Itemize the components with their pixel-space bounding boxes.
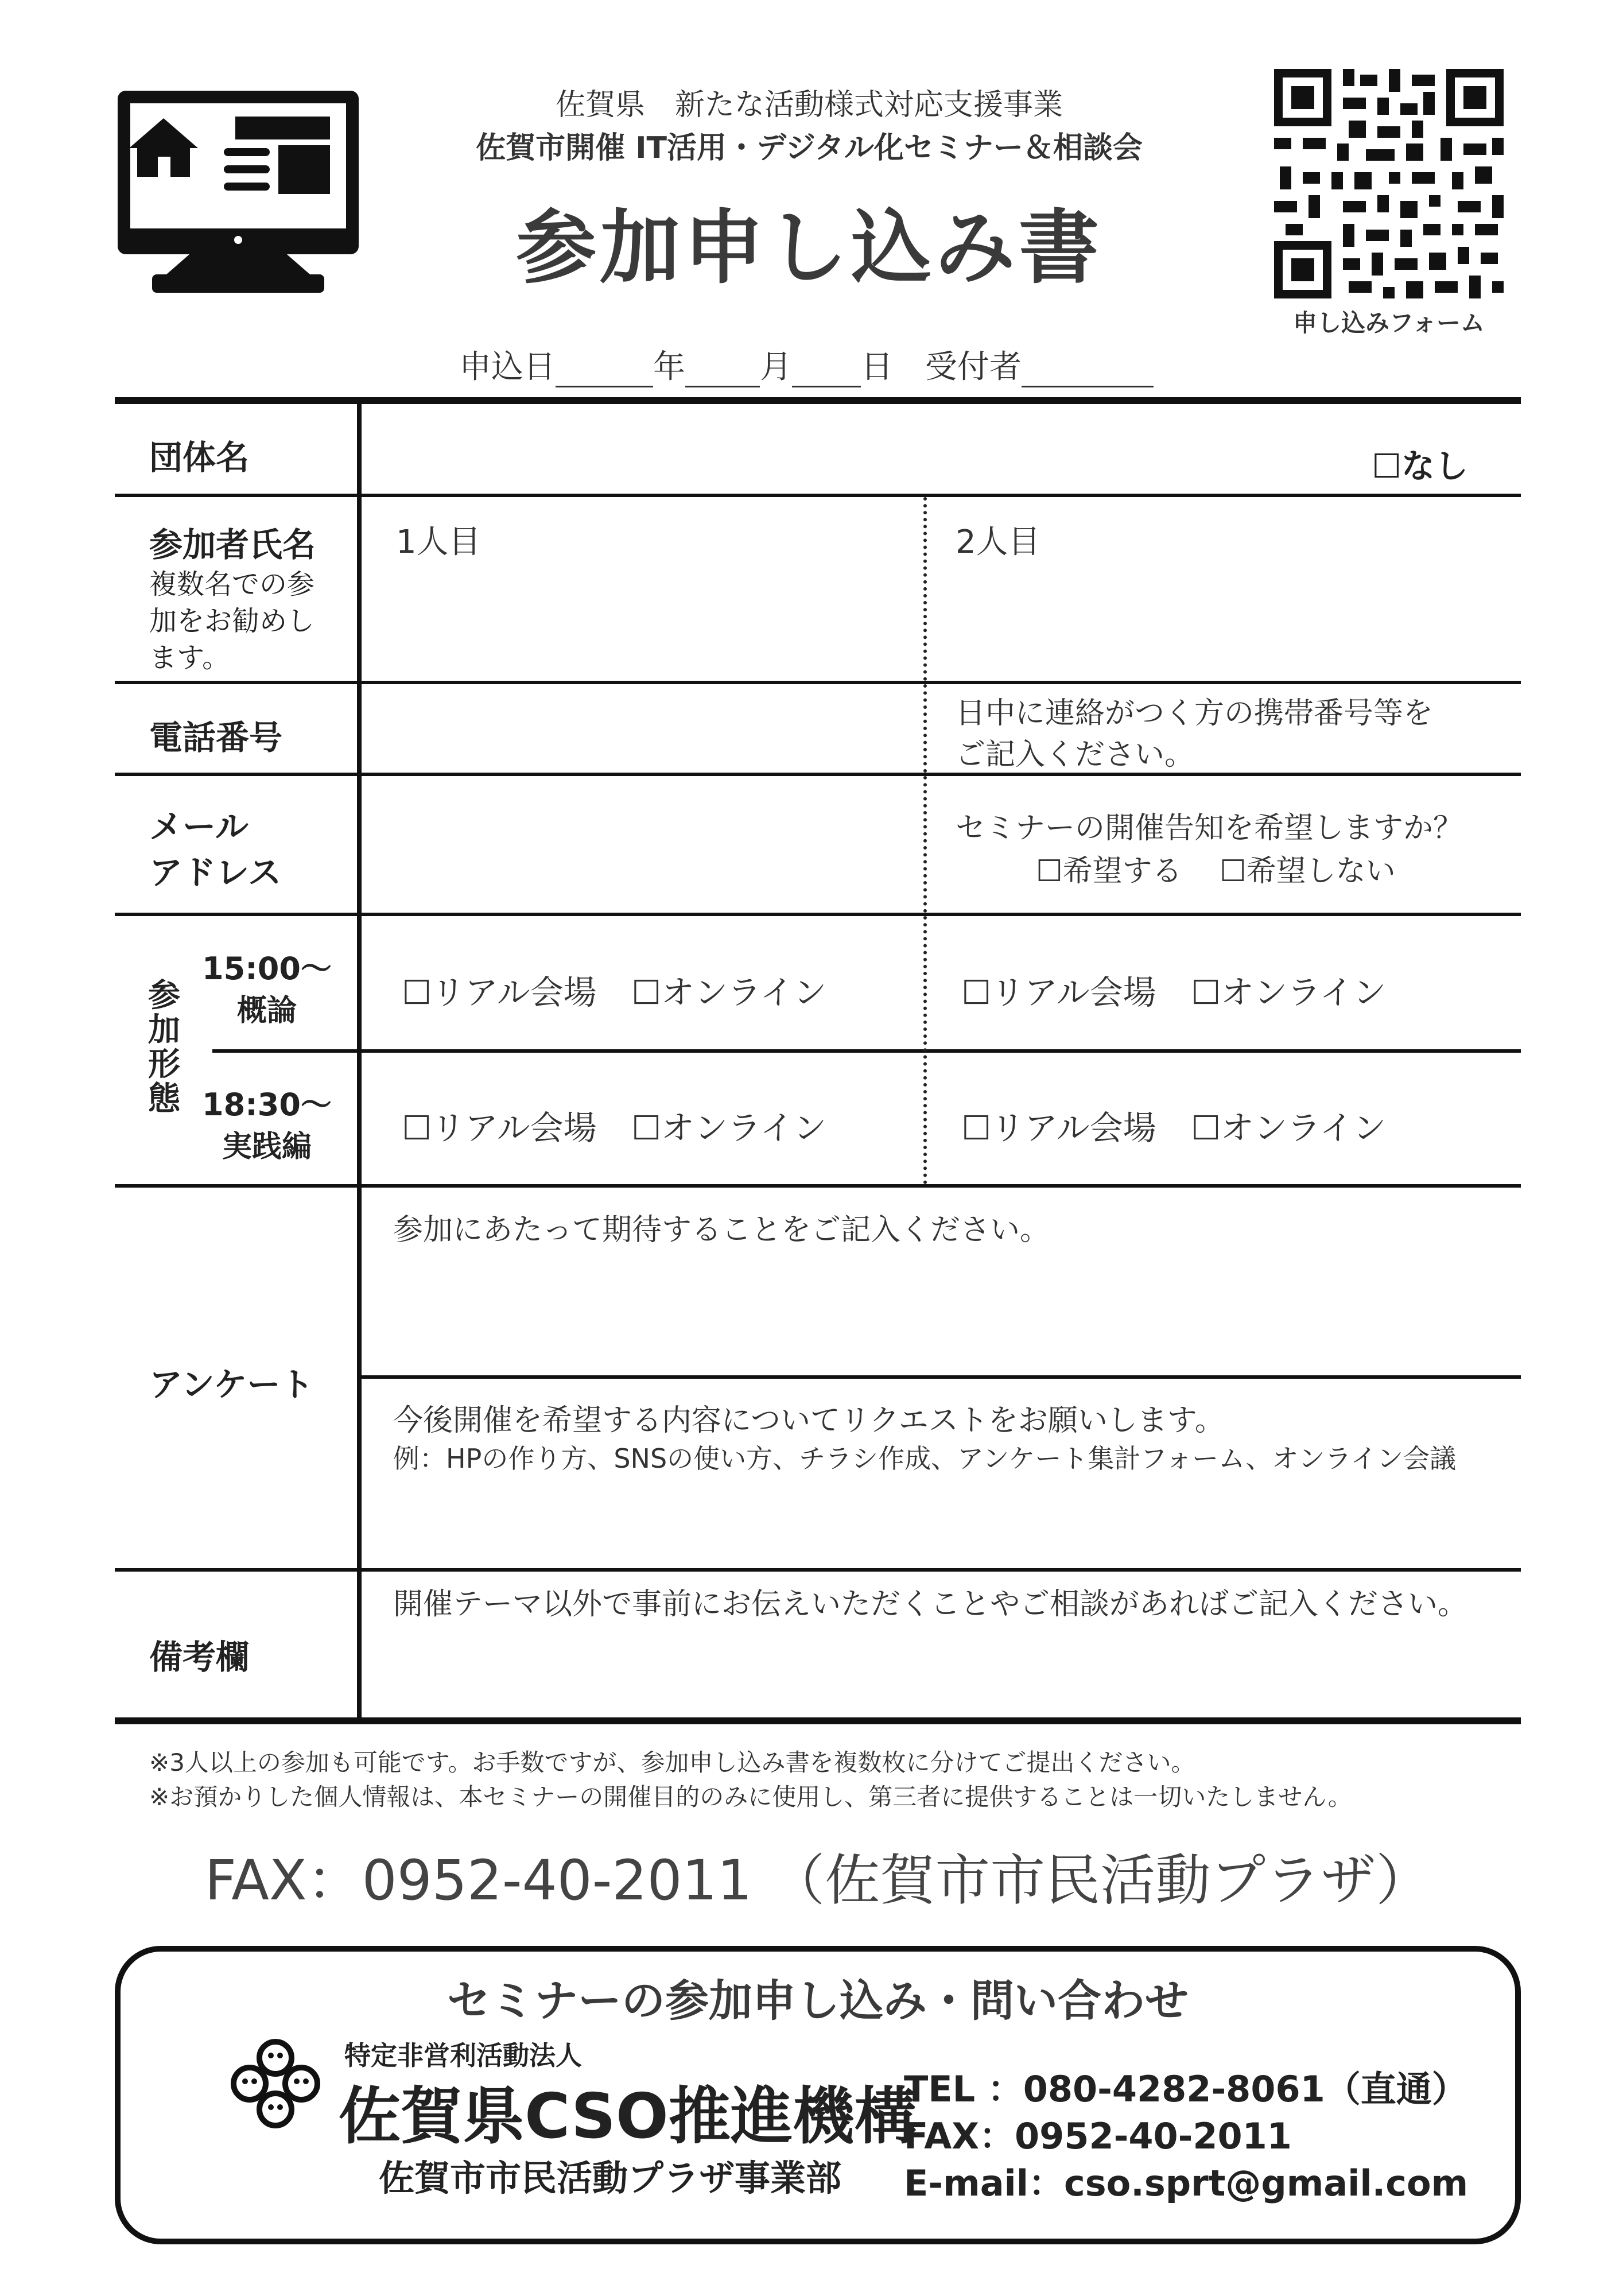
day-label: 日 (861, 348, 893, 386)
session-2-time: 18:30〜 (202, 1087, 332, 1123)
page-title: 参加申し込み書 (515, 201, 1102, 295)
survey-q2-example: 例：HPの作り方、SNSの使い方、チラシ作成、アンケート集計フォーム、オンライン会議 (393, 1443, 1457, 1474)
session-1-p1-online-checkbox[interactable]: ☐オンライン (631, 973, 827, 1012)
session-1-time: 15:00〜 (202, 951, 332, 987)
org-type: 特定非営利活動法人 (344, 2040, 582, 2071)
day-blank[interactable] (792, 354, 861, 387)
phone-label: 電話番号 (149, 718, 283, 757)
program-name: 佐賀県 新たな活動様式対応支援事業 (555, 88, 1063, 122)
session-2-p2-real-checkbox[interactable]: ☐リアル会場 (961, 1108, 1156, 1147)
participant-2-label: 2人目 (956, 523, 1040, 561)
note-2: ※お預かりした個人情報は、本セミナーの開催目的のみに使用し、第三者に提供することは一切いたしません。 (149, 1783, 1352, 1811)
org-label: 団体名 (149, 438, 250, 477)
qr-code-icon[interactable] (1268, 63, 1509, 304)
survey-q2-input[interactable] (367, 1475, 1515, 1564)
phone-note-1: 日中に連絡がつく方の携帯番号等を (956, 696, 1434, 731)
email-input[interactable] (367, 779, 918, 909)
survey-label: アンケート (149, 1365, 314, 1404)
notify-yes-checkbox[interactable]: ☐希望する (1036, 854, 1182, 889)
seminar-name: 佐賀市開催 IT活用・デジタル化セミナー＆相談会 (476, 131, 1143, 165)
session-2-name: 実践編 (222, 1130, 312, 1164)
email-label: メール アドレス (149, 807, 282, 892)
survey-q1-input[interactable] (367, 1246, 1515, 1372)
phone-input[interactable] (367, 688, 918, 769)
month-blank[interactable] (685, 354, 760, 387)
date-line (459, 342, 1154, 387)
survey-q1: 参加にあたって期待することをご記入ください。 (393, 1213, 1050, 1247)
contact-fax: FAX：0952-40-2011 (904, 2115, 1292, 2157)
participant-1-label: 1人目 (396, 523, 481, 561)
computer-home-icon (112, 85, 364, 309)
session-2-p2-online-checkbox[interactable]: ☐オンライン (1191, 1108, 1387, 1147)
session-1-p2-online-checkbox[interactable]: ☐オンライン (1191, 973, 1387, 1012)
receiver-label: 受付者 (925, 348, 1022, 386)
participant-label: 参加者氏名 複数名での参加をお勧めします。 (149, 518, 333, 676)
session-1-p1-real-checkbox[interactable]: ☐リアル会場 (402, 973, 597, 1012)
mode-label: 参加形態 (148, 977, 180, 1118)
session-2-p1-real-checkbox[interactable]: ☐リアル会場 (402, 1108, 597, 1147)
receiver-blank[interactable] (1022, 354, 1154, 387)
qr-label: 申し込みフォーム (1293, 309, 1485, 337)
year-label: 年 (653, 348, 685, 386)
org-name: 佐賀県CSO推進機構 (339, 2081, 917, 2152)
contact-email[interactable]: E-mail：cso.sprt@gmail.com (904, 2162, 1469, 2204)
remarks-note: 開催テーマ以外で事前にお伝えいただくことやご相談があればご記入ください。 (393, 1587, 1468, 1622)
fax-line: FAX：0952-40-2011 （佐賀市市民活動プラザ） (204, 1848, 1431, 1913)
remarks-label: 備考欄 (149, 1638, 250, 1677)
remarks-input[interactable] (367, 1624, 1515, 1713)
month-label: 月 (760, 348, 792, 386)
note-1: ※3人以上の参加も可能です。お手数ですが、参加申し込み書を複数枚に分けてご提出ください。 (149, 1748, 1195, 1777)
participant-sub: 複数名での参加をお勧めします。 (149, 568, 315, 674)
session-1-p2-real-checkbox[interactable]: ☐リアル会場 (961, 973, 1156, 1012)
phone-note-2: ご記入ください。 (956, 738, 1195, 772)
org-dept: 佐賀市市民活動プラザ事業部 (379, 2157, 842, 2199)
session-2-p1-online-checkbox[interactable]: ☐オンライン (631, 1108, 827, 1147)
notify-question: セミナーの開催告知を希望しますか？ (956, 811, 1463, 846)
contact-tel[interactable]: TEL ：080-4282-8061（直通） (904, 2068, 1467, 2110)
year-blank[interactable] (556, 354, 653, 387)
apply-date-label: 申込日 (459, 348, 556, 386)
cso-logo-icon (227, 2035, 324, 2132)
survey-q2: 今後開催を希望する内容についてリクエストをお願いします。 (393, 1403, 1225, 1438)
org-input[interactable] (367, 408, 1515, 491)
session-1-name: 概論 (236, 994, 297, 1028)
org-none-checkbox[interactable]: ☐なし (1372, 447, 1468, 486)
contact-title: セミナーの参加申し込み・問い合わせ (447, 1975, 1189, 2026)
notify-no-checkbox[interactable]: ☐希望しない (1220, 854, 1396, 889)
